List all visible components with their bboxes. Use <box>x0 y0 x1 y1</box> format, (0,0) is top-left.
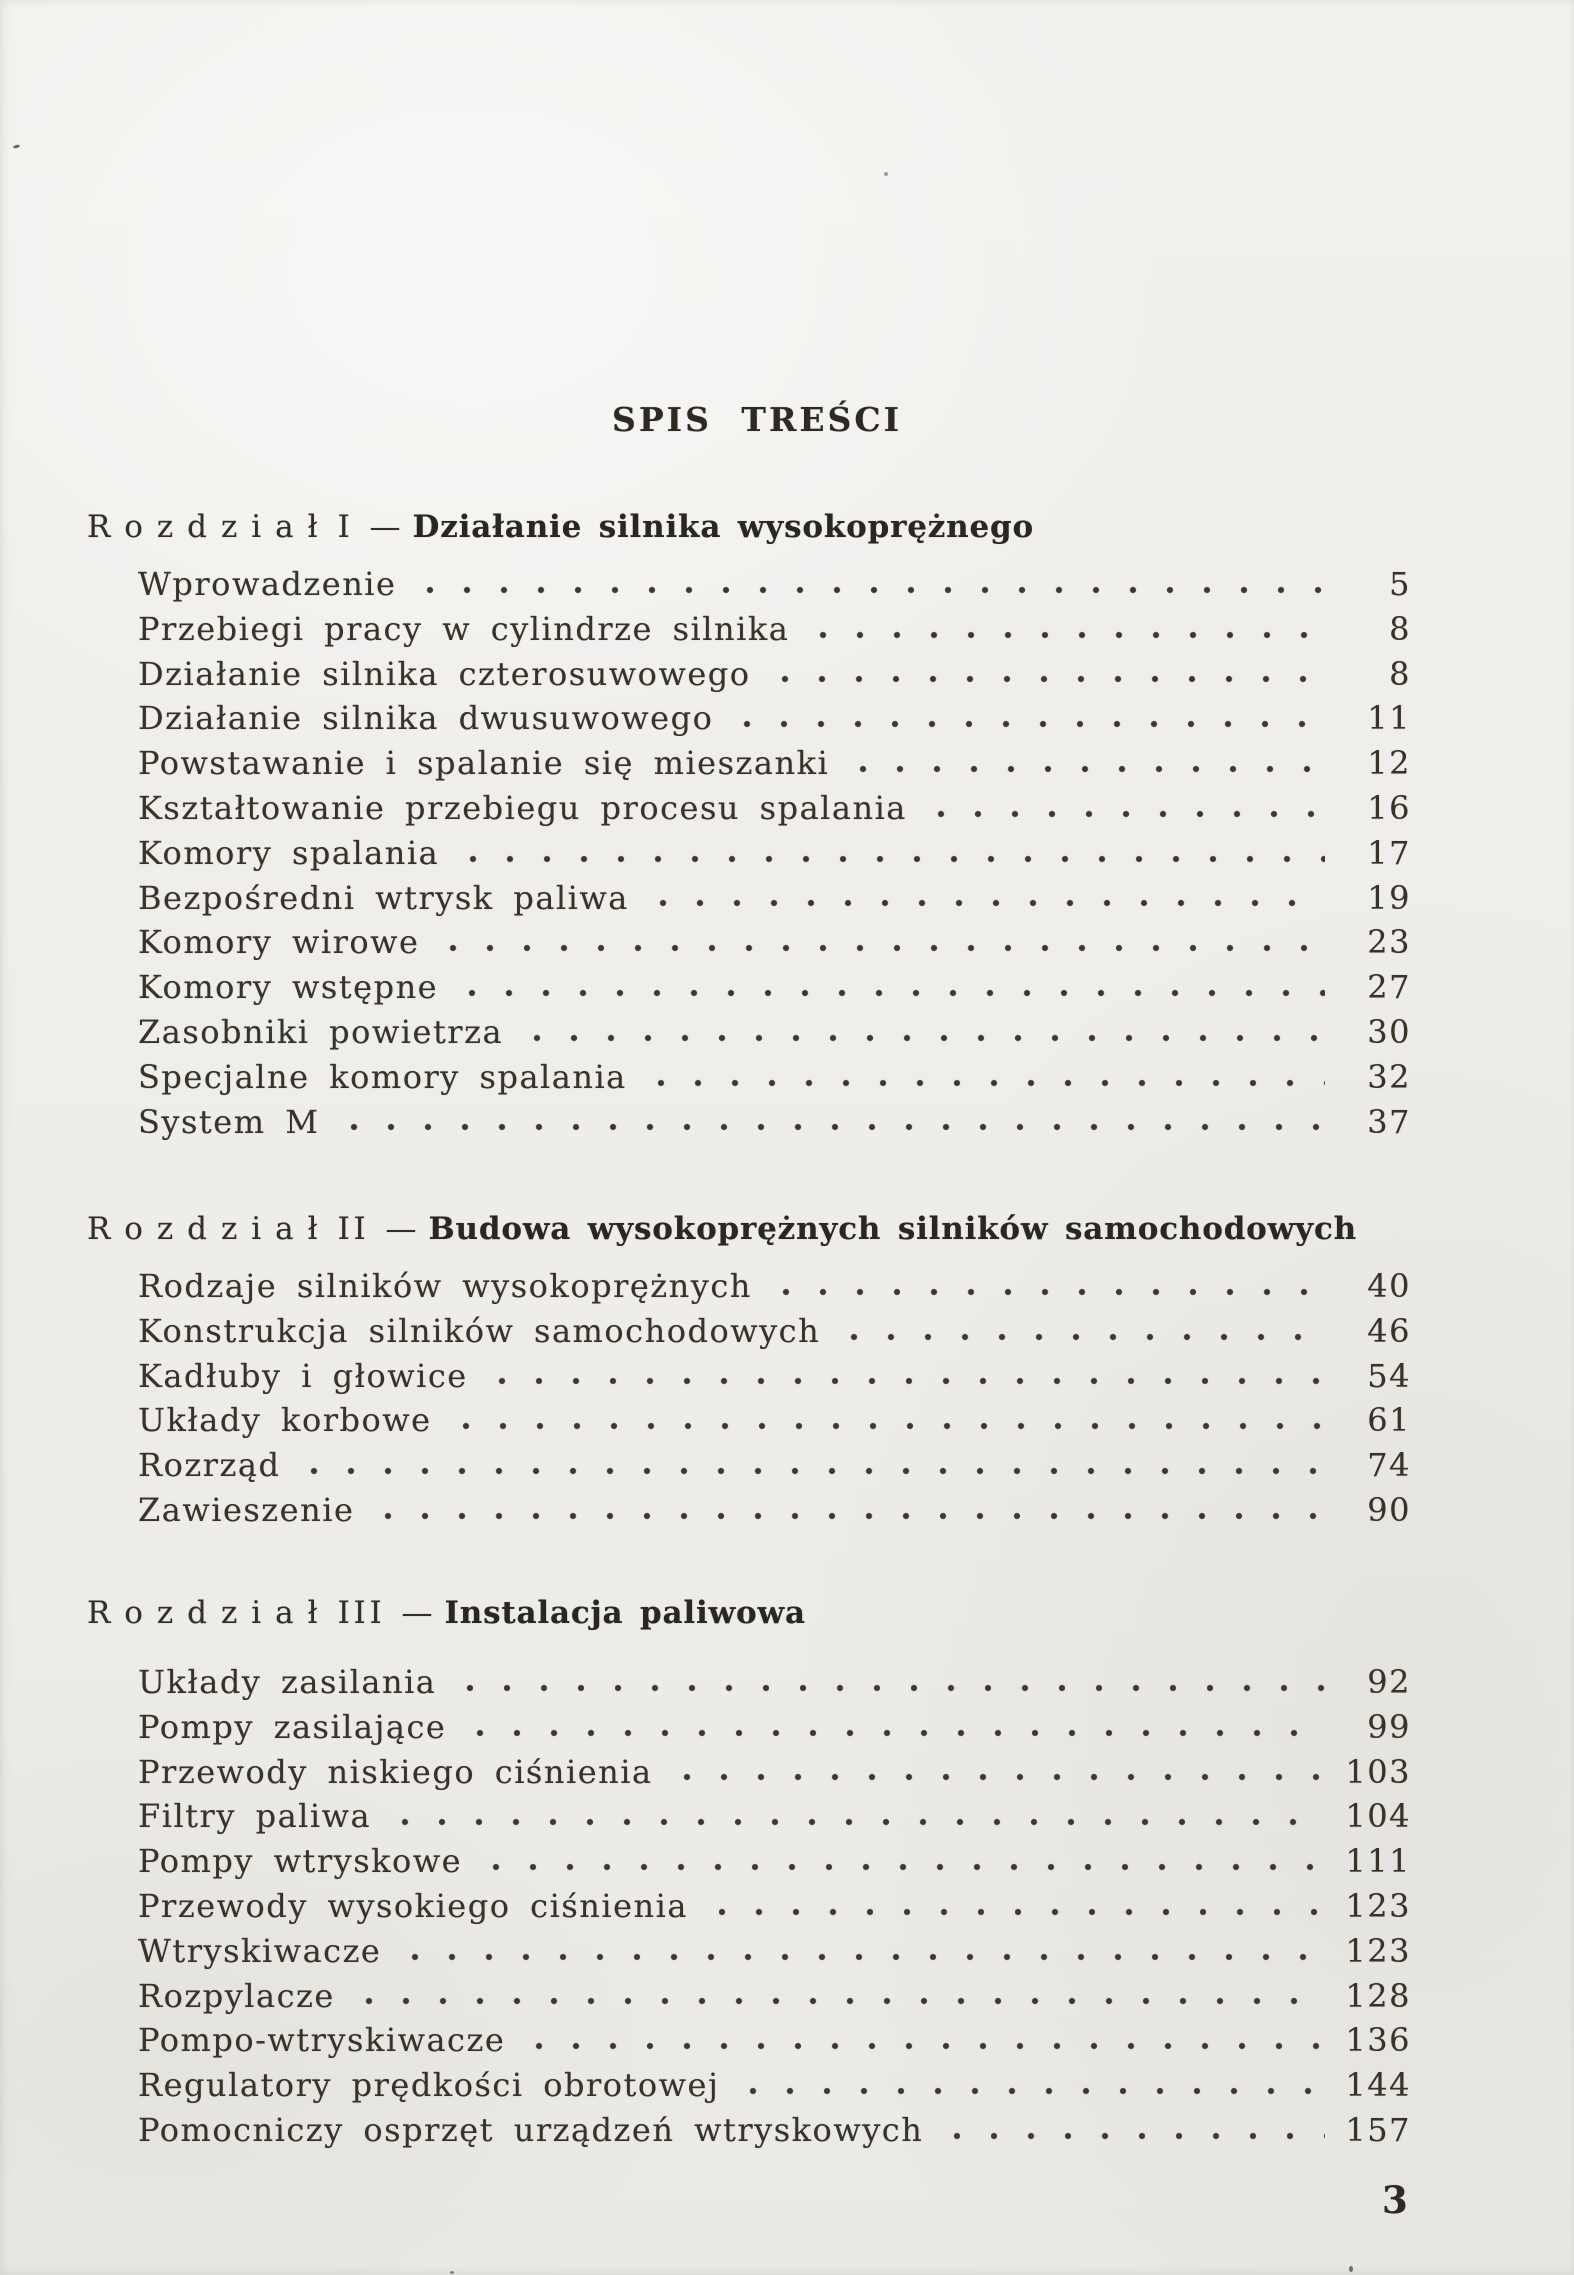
toc-entry <box>138 1010 1411 1055</box>
entry-title: Rozpylacze <box>138 1976 335 2015</box>
entry-title: Kształtowanie przebiegu procesu spalania <box>138 788 907 827</box>
toc-entry <box>138 1264 1411 1309</box>
entry-title: Bezpośredni wtrysk paliwa <box>138 878 629 917</box>
page-title: SPIS TREŚCI <box>612 400 903 439</box>
chapter-heading <box>87 504 1411 550</box>
chapter <box>87 504 1411 1144</box>
entry-page-number: 103 <box>1345 1752 1411 1791</box>
dot-leader <box>766 1287 1325 1297</box>
entry-page-number: 144 <box>1345 2066 1411 2105</box>
dot-leader <box>937 2131 1325 2141</box>
entry-title: Przebiegi pracy w cylindrze silnika <box>138 609 790 648</box>
dot-leader <box>334 1122 1326 1132</box>
entry-page-number: 40 <box>1367 1267 1411 1305</box>
toc-entry <box>138 696 1411 741</box>
dot-leader <box>517 1033 1325 1043</box>
entry-title: Wprowadzenie <box>138 565 397 603</box>
chapter-separator: — <box>369 509 401 545</box>
toc-entry <box>138 607 1411 652</box>
dot-leader <box>294 1466 1325 1476</box>
entry-page-number: 157 <box>1345 2110 1411 2149</box>
entry-list <box>138 562 1411 1144</box>
chapter <box>87 1206 1411 1533</box>
chapter-separator: — <box>401 1595 433 1631</box>
dot-leader <box>643 898 1325 908</box>
chapter-heading <box>87 1590 1411 1636</box>
chapter-numeral: II <box>337 1211 370 1247</box>
entry-page-number: 12 <box>1367 744 1411 783</box>
toc-entry <box>138 741 1411 786</box>
dot-leader <box>452 988 1325 998</box>
entry-page-number: 104 <box>1345 1797 1411 1836</box>
entry-title: Specjalne komory spalania <box>138 1057 627 1096</box>
chapter <box>87 1590 1411 2153</box>
dot-leader <box>410 585 1325 595</box>
scan-speck <box>450 2271 454 2274</box>
toc-entry <box>138 1055 1411 1100</box>
entry-title: Przewody niskiego ciśnienia <box>138 1752 653 1791</box>
dot-leader <box>667 1772 1325 1782</box>
toc-entry <box>138 1705 1411 1750</box>
entry-title: Rodzaje silników wysokoprężnych <box>138 1267 752 1305</box>
toc-entry <box>138 562 1411 607</box>
toc-entry <box>138 831 1411 876</box>
toc-entry <box>138 1398 1411 1443</box>
toc-entry <box>138 2063 1411 2108</box>
scan-speck <box>13 144 21 149</box>
entry-page-number: 27 <box>1367 968 1411 1007</box>
entry-title: Działanie silnika czterosuwowego <box>138 654 751 693</box>
scan-speck <box>884 172 888 176</box>
entry-title: Pompo-wtryskiwacze <box>138 2021 506 2060</box>
entry-title: Wtryskiwacze <box>138 1931 382 1970</box>
entry-page-number: 90 <box>1367 1490 1411 1529</box>
entry-list <box>138 1660 1411 2153</box>
scan-speck <box>1349 2266 1353 2272</box>
dot-leader <box>641 1078 1325 1088</box>
dot-leader <box>765 674 1325 684</box>
toc-entry <box>138 1750 1411 1795</box>
toc-entry <box>138 2018 1411 2063</box>
dot-leader <box>453 854 1325 864</box>
toc-entry <box>138 1488 1411 1533</box>
entry-title: Układy korbowe <box>138 1401 432 1440</box>
toc-entry <box>138 1309 1411 1354</box>
entry-title: Rozrząd <box>138 1446 281 1485</box>
dot-leader <box>727 719 1325 729</box>
entry-list <box>138 1264 1411 1533</box>
entry-title: Działanie silnika dwusuwowego <box>138 699 714 738</box>
entry-title: Powstawanie i spalanie się mieszanki <box>138 744 830 783</box>
dot-leader <box>450 1683 1325 1693</box>
chapter-label: Rozdział <box>87 509 332 545</box>
entry-page-number: 19 <box>1367 878 1411 917</box>
toc-entry <box>138 1839 1411 1884</box>
dot-leader <box>803 630 1325 640</box>
entry-title: Układy zasilania <box>138 1663 437 1701</box>
entry-title: Komory wirowe <box>138 923 420 962</box>
toc-entry <box>138 1443 1411 1488</box>
entry-page-number: 17 <box>1367 833 1411 872</box>
toc-entry <box>138 920 1411 965</box>
chapter-label: Rozdział <box>87 1595 332 1631</box>
entry-title: Kadłuby i głowice <box>138 1356 468 1395</box>
entry-title: Zasobniki powietrza <box>138 1012 504 1051</box>
dot-leader <box>460 1728 1325 1738</box>
chapter-title: Budowa wysokoprężnych silników samochodowych <box>428 1211 1357 1247</box>
toc-entry <box>138 876 1411 921</box>
entry-page-number: 61 <box>1367 1401 1411 1440</box>
entry-page-number: 54 <box>1367 1356 1411 1395</box>
entry-title: Konstrukcja silników samochodowych <box>138 1311 821 1350</box>
entry-title: Zawieszenie <box>138 1490 355 1529</box>
entry-page-number: 128 <box>1345 1976 1411 2015</box>
folio-page-number: 3 <box>1382 2178 1408 2222</box>
entry-title: Pompy wtryskowe <box>138 1842 463 1881</box>
toc-entry <box>138 1884 1411 1929</box>
entry-page-number: 123 <box>1345 1931 1411 1970</box>
entry-page-number: 16 <box>1367 788 1411 827</box>
dot-leader <box>482 1376 1325 1386</box>
toc-entry <box>138 786 1411 831</box>
dot-leader <box>733 2086 1325 2096</box>
dot-leader <box>843 764 1325 774</box>
entry-page-number: 11 <box>1367 699 1411 738</box>
entry-page-number: 92 <box>1367 1663 1411 1701</box>
dot-leader <box>921 809 1325 819</box>
toc-entry <box>138 1929 1411 1974</box>
entry-page-number: 8 <box>1389 609 1411 648</box>
entry-title: Komory wstępne <box>138 968 439 1007</box>
toc-entry <box>138 1974 1411 2019</box>
entry-page-number: 5 <box>1389 565 1411 603</box>
chapter-numeral: III <box>337 1595 386 1631</box>
toc-entry <box>138 1354 1411 1399</box>
chapter-label: Rozdział <box>87 1211 332 1247</box>
entry-page-number: 123 <box>1345 1886 1411 1925</box>
entry-title: Przewody wysokiego ciśnienia <box>138 1886 688 1925</box>
entry-page-number: 99 <box>1367 1707 1411 1746</box>
dot-leader <box>702 1907 1325 1917</box>
chapter-numeral: I <box>337 509 354 545</box>
entry-title: Filtry paliwa <box>138 1797 372 1836</box>
entry-page-number: 8 <box>1389 654 1411 693</box>
toc-entry <box>138 652 1411 697</box>
entry-page-number: 32 <box>1367 1057 1411 1096</box>
entry-page-number: 23 <box>1367 923 1411 962</box>
entry-title: Komory spalania <box>138 833 440 872</box>
toc-entry <box>138 1794 1411 1839</box>
entry-page-number: 111 <box>1345 1842 1411 1881</box>
entry-page-number: 136 <box>1345 2021 1411 2060</box>
toc-entry <box>138 1660 1411 1705</box>
chapter-heading <box>87 1206 1411 1252</box>
dot-leader <box>385 1817 1325 1827</box>
toc-entry <box>138 965 1411 1010</box>
dot-leader <box>433 943 1325 953</box>
chapter-separator: — <box>385 1211 417 1247</box>
dot-leader <box>834 1332 1325 1342</box>
dot-leader <box>368 1511 1325 1521</box>
entry-title: Pompy zasilające <box>138 1707 447 1746</box>
dot-leader <box>519 2041 1325 2051</box>
entry-title: System M <box>138 1102 320 1141</box>
dot-leader <box>446 1421 1325 1431</box>
entry-title: Regulatory prędkości obrotowej <box>138 2066 720 2105</box>
dot-leader <box>349 1996 1325 2006</box>
entry-page-number: 74 <box>1367 1446 1411 1485</box>
dot-leader <box>476 1862 1325 1872</box>
entry-title: Pomocniczy osprzęt urządzeń wtryskowych <box>138 2110 924 2149</box>
toc-entry <box>138 2108 1411 2153</box>
chapter-title: Instalacja paliwowa <box>444 1595 806 1631</box>
entry-page-number: 46 <box>1367 1311 1411 1350</box>
entry-page-number: 37 <box>1367 1102 1411 1141</box>
dot-leader <box>395 1952 1325 1962</box>
chapter-title: Działanie silnika wysokoprężnego <box>412 509 1034 545</box>
entry-page-number: 30 <box>1367 1012 1411 1051</box>
toc-entry <box>138 1100 1411 1145</box>
